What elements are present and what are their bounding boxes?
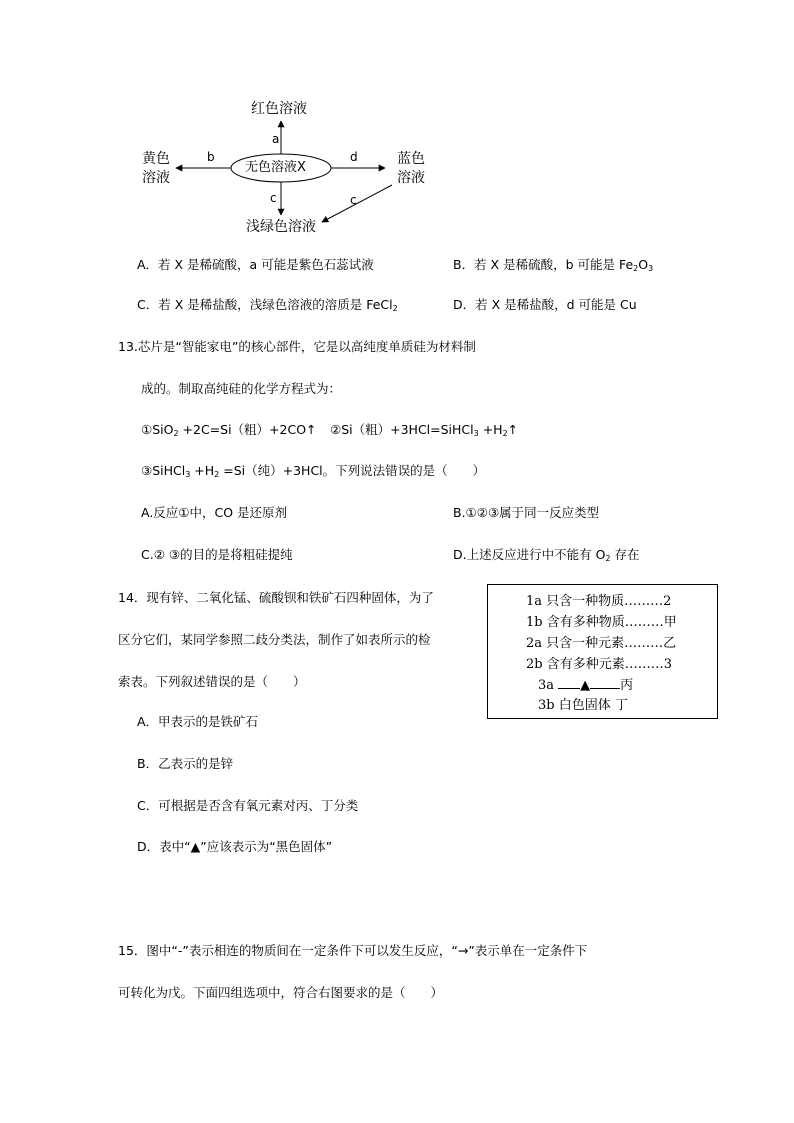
key-row-2b: 2b 含有多种元素………3 — [526, 657, 672, 672]
arrow-d-label: d — [350, 150, 358, 164]
right-solution-label-2: 溶液 — [397, 170, 425, 186]
top-solution-label: 红色溶液 — [251, 101, 307, 117]
q12-option-b: B．若 X 是稀硫酸，b 可能是 $Fe_2O_3$ — [453, 257, 654, 273]
q13-equation-1: ①SiO$_2$ +2C=Si（粗）+2CO↑ — [141, 422, 317, 438]
arrow-diagonal — [322, 185, 392, 222]
left-solution-label-2: 溶液 — [142, 170, 170, 186]
triangle-mark: ▲ — [580, 678, 591, 693]
q13-stem-line1: 13.芯片是“智能家电”的核心部件，它是以高纯度单质硅为材料制 — [118, 339, 476, 354]
key-row-1a: 1a 只含一种物质………2 — [526, 594, 672, 609]
reaction-diagram — [0, 0, 794, 260]
q13-option-c: C.② ③的目的是将粗硅提纯 — [141, 547, 293, 562]
q13-equation-3: ③SiHCl$_3$ $+H_2 =Si$（纯）+3HCl。下列说法错误的是（ ） — [141, 463, 486, 479]
arrow-c-label: c — [270, 191, 277, 205]
q13-option-b: B.①②③属于同一反应类型 — [453, 505, 600, 520]
q14-option-c: C．可根据是否含有氧元素对丙、丁分类 — [137, 798, 359, 813]
q14-option-b: B．乙表示的是锌 — [137, 756, 234, 771]
q13-equation-2: ②Si（粗）+3HCl=SiHCl$_3$ $+H_2↑$ — [330, 422, 519, 438]
bottom-solution-label: 浅绿色溶液 — [246, 219, 316, 235]
q13-stem-line2: 成的。制取高纯硅的化学方程式为： — [141, 381, 342, 396]
q15-stem-line1: 15．图中“-”表示相连的物质间在一定条件下可以发生反应，“→”表示单在一定条件下 — [118, 943, 588, 958]
arrow-b-label: b — [207, 150, 215, 164]
arrow-c2-label: c — [350, 193, 357, 207]
q14-stem-line2: 区分它们，某同学参照二歧分类法，制作了如表所示的检 — [118, 632, 431, 647]
left-solution-label-1: 黄色 — [142, 151, 170, 167]
center-solution-label: 无色溶液X — [245, 160, 306, 175]
key-row-2a: 2a 只含一种元素………乙 — [526, 636, 677, 651]
dichotomous-key-table — [487, 584, 718, 719]
q15-stem-line2: 可转化为戊。下面四组选项中，符合右图要求的是（ ） — [118, 985, 444, 1000]
q14-stem-line3: 索表。下列叙述错误的是（ ） — [118, 674, 306, 689]
q12-option-a: A．若 X 是稀硫酸，a 可能是紫色石蕊试液 — [137, 257, 374, 272]
q14-option-d: D．表中“▲”应该表示为“黑色固体” — [137, 839, 333, 854]
q14-option-a: A．甲表示的是铁矿石 — [137, 714, 259, 729]
key-row-3b: 3b 白色固体 丁 — [538, 698, 628, 713]
q13-option-d: D.上述反应进行中不能有 $O_2$ 存在 — [453, 547, 640, 563]
right-solution-label-1: 蓝色 — [397, 151, 425, 167]
key-row-1b: 1b 含有多种物质………甲 — [526, 615, 677, 630]
q14-stem-line1: 14．现有锌、二氧化锰、硫酸钡和铁矿石四种固体，为了 — [118, 590, 434, 605]
q13-option-a: A.反应①中，CO 是还原剂 — [141, 505, 288, 520]
arrow-a-label: a — [272, 132, 280, 146]
key-row-3a: 3a ▲ 丙 — [538, 678, 634, 693]
q12-option-c: C．若 X 是稀盐酸，浅绿色溶液的溶质是 FeCl$_2$ — [137, 297, 398, 313]
q12-option-d: D．若 X 是稀盐酸，d 可能是 Cu — [453, 297, 637, 312]
